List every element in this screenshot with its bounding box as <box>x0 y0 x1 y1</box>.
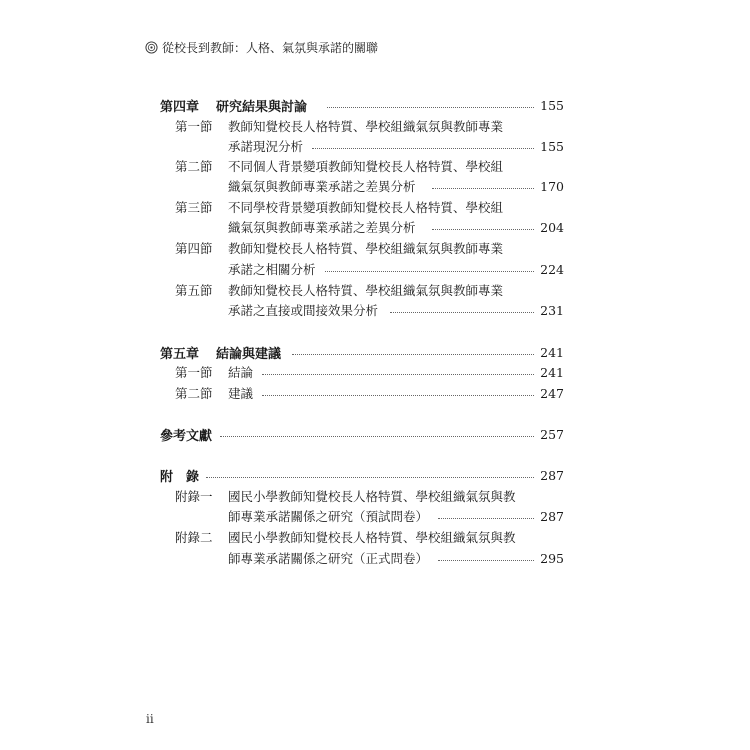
toc-appendix-1-cont[interactable] <box>0 506 750 526</box>
toc-section-4-5[interactable] <box>0 280 750 300</box>
section-label: 第二節 <box>175 159 213 174</box>
toc-appendix-2[interactable] <box>0 527 750 547</box>
chapter-label: 第四章 <box>160 99 200 115</box>
page-number: 224 <box>540 261 564 277</box>
page-number: 241 <box>540 364 564 380</box>
page-number: 287 <box>540 508 564 524</box>
dot-leader <box>438 560 534 561</box>
dot-leader <box>262 374 534 375</box>
toc-section-5-1[interactable] <box>0 362 750 382</box>
toc-section-5-2[interactable] <box>0 383 750 403</box>
appendix-item-title-continued: 師專業承諾關係之研究（預試問卷） <box>228 509 429 524</box>
page-number: 155 <box>540 138 564 154</box>
toc-appendix[interactable] <box>0 465 750 485</box>
dot-leader <box>390 312 534 313</box>
page-number: 155 <box>540 97 564 113</box>
toc-appendix-2-cont[interactable] <box>0 548 750 568</box>
toc-chapter-5[interactable] <box>0 342 750 362</box>
appendix-item-title-continued: 師專業承諾關係之研究（正式問卷） <box>228 551 429 566</box>
section-title: 建議 <box>228 386 254 401</box>
section-title: 教師知覺校長人格特質、學校組織氣氛與教師專業 <box>228 241 504 256</box>
appendix-item-title: 國民小學教師知覺校長人格特質、學校組織氣氛與教 <box>228 530 516 545</box>
toc-section-4-3[interactable] <box>0 197 750 217</box>
page-footer-number: ii <box>146 712 154 726</box>
section-title: 教師知覺校長人格特質、學校組織氣氛與教師專業 <box>228 283 504 298</box>
section-label: 第一節 <box>175 365 213 380</box>
toc-section-4-1[interactable] <box>0 116 750 136</box>
running-header-title: 從校長到教師：人格、氣氛與承諾的關聯 <box>162 41 379 55</box>
section-title-continued: 承諾之直接或間接效果分析 <box>228 303 379 318</box>
toc-section-4-5-cont[interactable] <box>0 300 750 320</box>
section-label: 第一節 <box>175 119 213 134</box>
page-number: 295 <box>540 550 564 566</box>
dot-leader <box>312 148 534 149</box>
dot-leader <box>438 518 534 519</box>
page-number: 287 <box>540 467 564 483</box>
section-label: 第四節 <box>175 241 213 256</box>
toc-section-4-4-cont[interactable] <box>0 259 750 279</box>
chapter-title: 研究結果與討論 <box>216 99 308 115</box>
book-logo-icon <box>145 41 158 54</box>
dot-leader <box>262 395 534 396</box>
dot-leader <box>432 188 534 189</box>
dot-leader <box>220 436 534 437</box>
chapter-title: 結論與建議 <box>216 346 282 362</box>
appendix-item-title: 國民小學教師知覺校長人格特質、學校組織氣氛與教 <box>228 489 516 504</box>
section-label: 第三節 <box>175 200 213 215</box>
toc-section-4-2-cont[interactable] <box>0 176 750 196</box>
page-number: 241 <box>540 344 564 360</box>
dot-leader <box>325 271 534 272</box>
page-number: 170 <box>540 178 564 194</box>
page-number: 247 <box>540 385 564 401</box>
toc-section-4-1-cont[interactable] <box>0 136 750 156</box>
toc-references[interactable] <box>0 424 750 444</box>
section-title: 不同學校背景變項教師知覺校長人格特質、學校組 <box>228 200 504 215</box>
section-title-continued: 織氣氛與教師專業承諾之差異分析 <box>228 179 416 194</box>
toc-chapter-4[interactable] <box>0 95 750 115</box>
section-title-continued: 承諾之相關分析 <box>228 262 316 277</box>
appendix-label: 附錄一 <box>175 489 213 504</box>
section-title: 不同個人背景變項教師知覺校長人格特質、學校組 <box>228 159 504 174</box>
page-number: 231 <box>540 302 564 318</box>
toc-section-4-4[interactable] <box>0 238 750 258</box>
appendix-label: 附錄二 <box>175 530 213 545</box>
chapter-label: 第五章 <box>160 346 200 362</box>
dot-leader <box>292 354 534 355</box>
dot-leader <box>327 107 534 108</box>
dot-leader <box>206 477 534 478</box>
section-title: 結論 <box>228 365 254 380</box>
section-label: 第二節 <box>175 386 213 401</box>
running-header <box>145 39 378 56</box>
appendix-title: 附 錄 <box>160 469 200 485</box>
toc-appendix-1[interactable] <box>0 486 750 506</box>
section-title: 教師知覺校長人格特質、學校組織氣氛與教師專業 <box>228 119 504 134</box>
section-title-continued: 織氣氛與教師專業承諾之差異分析 <box>228 220 416 235</box>
references-title: 參考文獻 <box>160 428 213 444</box>
section-title-continued: 承諾現況分析 <box>228 139 304 154</box>
toc-section-4-3-cont[interactable] <box>0 217 750 237</box>
section-label: 第五節 <box>175 283 213 298</box>
page-number: 204 <box>540 219 564 235</box>
toc-section-4-2[interactable] <box>0 156 750 176</box>
page-number: 257 <box>540 426 564 442</box>
dot-leader <box>432 229 534 230</box>
